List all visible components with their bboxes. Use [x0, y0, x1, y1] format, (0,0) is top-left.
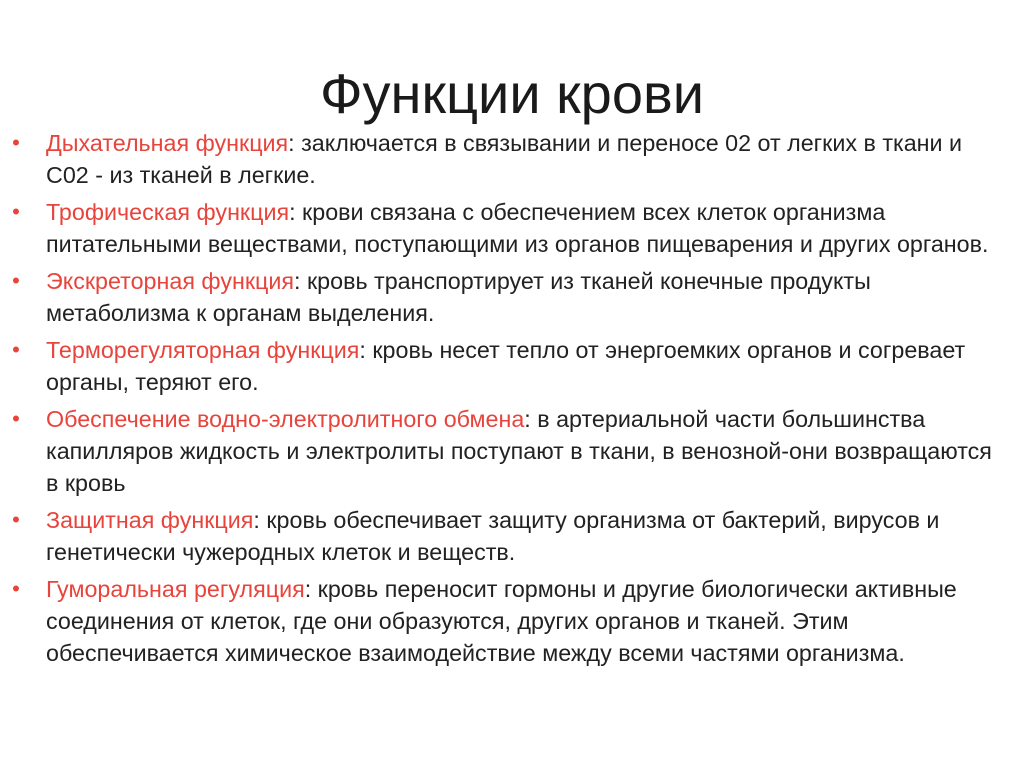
bullet-icon: •	[12, 576, 20, 601]
list-item	[6, 127, 1006, 191]
item-separator: :	[253, 507, 260, 533]
item-term: Обеспечение водно-электролитного обмена	[46, 406, 525, 432]
item-description: кровь транспортирует из тканей конечные продукты метаболизма к органам выделения.	[46, 268, 871, 326]
list-item	[6, 403, 1006, 499]
item-description: заключается в связывании и переносе 02 от легких в ткани и С02 - из тканей в легкие.	[46, 130, 963, 188]
item-separator: :	[289, 199, 296, 225]
bullet-icon: •	[12, 406, 20, 431]
list-item	[6, 334, 1006, 398]
bullet-icon: •	[12, 268, 20, 293]
item-separator: :	[294, 268, 301, 294]
list-item	[6, 265, 1006, 329]
item-term: Экскреторная функция	[46, 268, 294, 294]
bullet-icon: •	[12, 507, 20, 532]
bullet-icon: •	[12, 337, 20, 362]
item-description: кровь обеспечивает защиту организма от бактерий, вирусов и генетически чужеродных клеток и веществ.	[46, 507, 940, 565]
item-description: крови связана с обеспечением всех клеток организма питательными веществами, поступающими из органов пищеварения и других органов.	[46, 199, 989, 257]
item-term: Защитная функция	[46, 507, 254, 533]
item-term: Трофическая функция	[46, 199, 290, 225]
item-description: кровь несет тепло от энергоемких органов и согревает органы, теряют его.	[46, 337, 966, 395]
item-description: кровь переносит гормоны и другие биологически активные соединения от клеток, где они образуются, других органов и тканей. Этим обеспечивается химическое взаимодействие между всеми частями организма.	[46, 576, 957, 666]
bullet-icon: •	[12, 130, 20, 155]
item-separator: :	[524, 406, 531, 432]
page-title: Функции крови	[319, 62, 704, 125]
item-description: в артериальной части большинства капилляров жидкость и электролиты поступают в ткани, в венозной-они возвращаются в кровь	[46, 406, 992, 496]
item-separator: :	[359, 337, 366, 363]
item-separator: :	[288, 130, 295, 156]
item-term: Терморегуляторная функция	[46, 337, 360, 363]
bullet-icon: •	[12, 199, 20, 224]
item-term: Гуморальная регуляция	[46, 576, 305, 602]
item-term: Дыхательная функция	[46, 130, 289, 156]
item-separator: :	[304, 576, 312, 602]
list-item	[6, 504, 1006, 568]
functions-list	[6, 127, 1006, 674]
list-item	[6, 196, 1006, 260]
list-item	[6, 573, 1006, 669]
